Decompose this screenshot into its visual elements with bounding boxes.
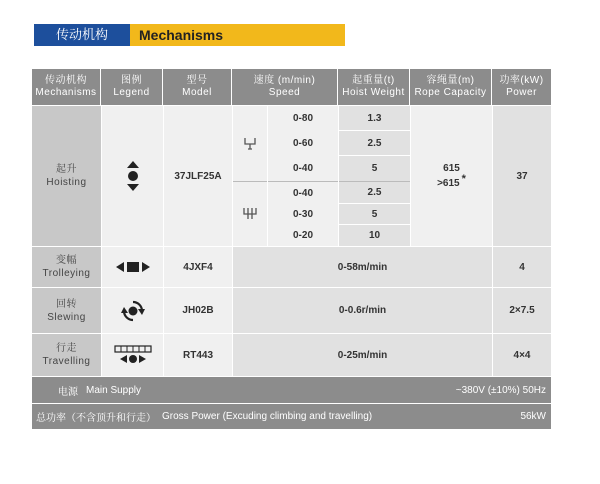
row-label-slewing xyxy=(32,288,101,333)
col-header-en: Speed xyxy=(268,87,301,98)
rope-capacity-hoisting xyxy=(411,106,492,246)
row-label-cn: 变幅 xyxy=(56,255,77,266)
single-hook-icon xyxy=(244,137,256,151)
rope-capacity-footnote-mark: * xyxy=(461,172,466,185)
legend-travelling xyxy=(102,334,163,376)
row-label-hoisting xyxy=(32,106,101,246)
col-header-legend xyxy=(101,69,163,105)
power-travelling: 4×4 xyxy=(493,334,551,376)
weight-a-2: 2.5 xyxy=(339,131,410,156)
rope-capacity-1: 615 xyxy=(443,162,460,174)
grid-line xyxy=(410,105,411,246)
col-header-cn: 速度 (m/min) xyxy=(253,75,316,86)
row-label-en: Travelling xyxy=(42,356,91,367)
col-header-speed xyxy=(232,69,338,105)
speed-trolleying: 0-58m/min xyxy=(233,247,492,287)
speed-a-2: 0-60 xyxy=(268,131,338,156)
row-label-en: Trolleying xyxy=(42,268,91,279)
col-header-rope-capacity xyxy=(410,69,492,105)
col-header-hoist-weight xyxy=(338,69,410,105)
double-hook-icon xyxy=(243,207,257,221)
row-label-travelling xyxy=(32,334,101,376)
row-label-en: Slewing xyxy=(47,311,86,323)
row-label-trolleying xyxy=(32,247,101,287)
grid-line xyxy=(101,105,102,377)
header-title-en: Mechanisms xyxy=(130,24,345,46)
hoist-arrows-icon xyxy=(126,161,140,191)
power-trolleying: 4 xyxy=(493,247,551,287)
row-label-en: Hoisting xyxy=(46,177,87,188)
col-header-cn: 起重量(t) xyxy=(352,75,395,86)
model-travelling: RT443 xyxy=(164,334,232,376)
main-supply-label-en: Main Supply xyxy=(86,384,142,396)
model-slewing: JH02B xyxy=(164,288,232,333)
weight-a-1: 1.3 xyxy=(339,106,410,131)
gross-power-value: 56kW xyxy=(520,411,546,422)
main-supply-value: ~380V (±10%) 50Hz xyxy=(455,384,546,396)
model-trolleying: 4JXF4 xyxy=(164,247,232,287)
col-header-en: Legend xyxy=(113,87,150,98)
legend-slewing xyxy=(102,288,163,333)
weight-a-3: 5 xyxy=(339,156,410,181)
legend-trolleying xyxy=(102,247,163,287)
col-header-power xyxy=(492,69,551,105)
col-header-cn: 容绳量(m) xyxy=(426,75,475,86)
col-header-en: Rope Capacity xyxy=(414,87,487,98)
trolley-arrows-icon xyxy=(116,261,150,273)
col-header-cn: 传动机构 xyxy=(45,75,87,86)
col-header-cn: 型号 xyxy=(186,75,208,86)
speed-a-1: 0-80 xyxy=(268,106,338,131)
rope-capacity-2-wrap xyxy=(437,172,466,191)
model-hoisting: 37JLF25A xyxy=(164,106,232,246)
rope-capacity-2: >615 xyxy=(437,177,460,189)
grid-line xyxy=(338,105,339,246)
row-label-cn: 起升 xyxy=(56,164,77,175)
rail-travel-icon xyxy=(114,345,152,365)
main-supply-label-cn: 电源 xyxy=(58,386,78,398)
grid-line xyxy=(492,105,493,377)
gross-power-label-en: Gross Power (Excuding climbing and travelling) xyxy=(162,411,373,422)
legend-hoisting xyxy=(102,106,163,246)
row-label-cn: 回转 xyxy=(56,298,77,310)
col-header-cn: 图例 xyxy=(121,75,142,86)
speed-b-2: 0-30 xyxy=(268,204,338,225)
row-label-cn: 行走 xyxy=(56,343,77,354)
speed-group-a-icon-cell xyxy=(233,106,267,181)
speed-travelling: 0-25m/min xyxy=(233,334,492,376)
grid-line xyxy=(267,105,268,246)
col-header-en: Power xyxy=(506,87,537,98)
mechanisms-table xyxy=(32,69,551,429)
speed-slewing: 0-0.6r/min xyxy=(233,288,492,333)
grid-line xyxy=(232,105,233,377)
col-header-model xyxy=(163,69,232,105)
col-header-en: Mechanisms xyxy=(35,87,97,98)
weight-b-1: 2.5 xyxy=(339,182,410,204)
power-slewing: 2×7.5 xyxy=(493,288,551,333)
col-header-en: Model xyxy=(182,87,212,98)
rotate-icon xyxy=(121,299,145,323)
header-title-cn: 传动机构 xyxy=(34,24,130,46)
speed-a-3: 0-40 xyxy=(268,156,338,181)
speed-b-3: 0-20 xyxy=(268,225,338,246)
power-hoisting: 37 xyxy=(493,106,551,246)
speed-b-1: 0-40 xyxy=(268,182,338,204)
grid-line xyxy=(163,105,164,377)
weight-b-2: 5 xyxy=(339,204,410,225)
col-header-en: Hoist Weight xyxy=(342,87,405,98)
speed-group-b-icon-cell xyxy=(233,182,267,246)
col-header-cn: 功率(kW) xyxy=(499,75,544,86)
weight-b-3: 10 xyxy=(339,225,410,246)
section-header xyxy=(34,24,345,46)
grid-line xyxy=(32,105,551,106)
col-header-mechanisms xyxy=(32,69,101,105)
gross-power-label-cn: 总功率（不含顶升和行走） xyxy=(36,413,156,424)
